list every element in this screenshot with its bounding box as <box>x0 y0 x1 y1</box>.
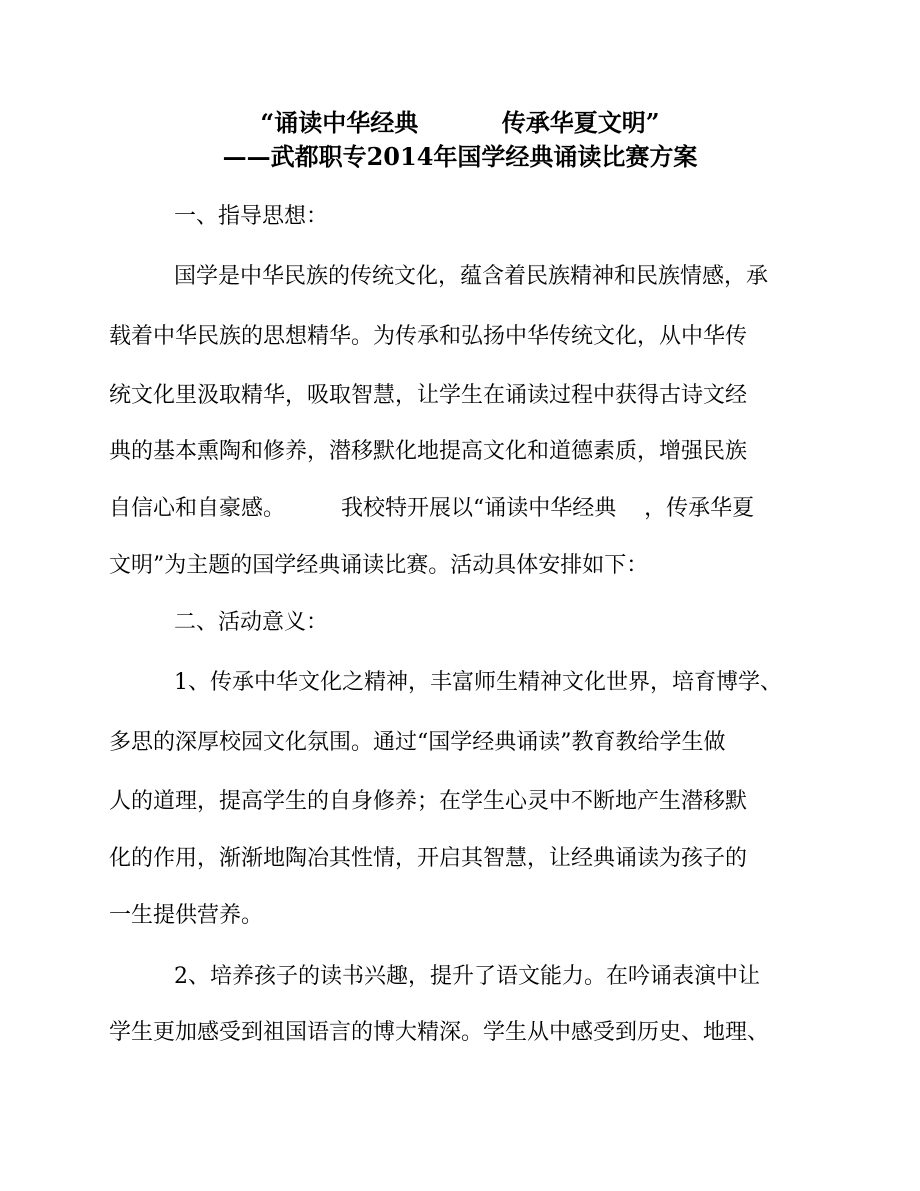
paragraph-line: 典的基本熏陶和修养，潜移默化地提高文化和道德素质，增强民族 <box>109 439 748 464</box>
paragraph-line: 1、传承中华文化之精神，丰富师生精神文化世界，培育博学、 <box>174 670 782 695</box>
paragraph-line: 统文化里汲取精华，吸取智慧，让学生在诵读过程中获得古诗文经 <box>109 383 748 408</box>
paragraph-line: 自信心和自豪感。 我校特开展以“诵读中华经典 ，传承华夏 <box>109 496 755 521</box>
paragraph-line: 学生更加感受到祖国语言的博大精深。学生从中感受到历史、地理、 <box>109 1020 770 1045</box>
section-heading-guiding-ideology: 一、指导思想： <box>174 204 329 229</box>
document-subtitle: ——武都职专2014年国学经典诵读比赛方案 <box>222 142 698 171</box>
paragraph-line: 国学是中华民族的传统文化，蕴含着民族精神和民族情感，承 <box>174 264 769 289</box>
paragraph-line: 多思的深厚校园文化氛围。通过“国学经典诵读”教育教给学生做 <box>109 730 726 755</box>
section-heading-activity-significance: 二、活动意义： <box>174 610 329 635</box>
document-title: “诵读中华经典 传承华夏文明” <box>260 108 660 137</box>
paragraph-line: 载着中华民族的思想精华。为传承和弘扬中华传统文化，从中华传 <box>109 324 748 349</box>
paragraph-line: 一生提供营养。 <box>109 903 264 928</box>
paragraph-line: 文明”为主题的国学经典诵读比赛。活动具体安排如下： <box>109 553 649 578</box>
paragraph-line: 人的道理，提高学生的自身修养；在学生心灵中不断地产生潜移默 <box>109 789 748 814</box>
paragraph-line: 化的作用，渐渐地陶冶其性情，开启其智慧，让经典诵读为孩子的 <box>109 846 748 871</box>
paragraph-line: 2、培养孩子的读书兴趣，提升了语文能力。在吟诵表演中让 <box>174 964 760 989</box>
